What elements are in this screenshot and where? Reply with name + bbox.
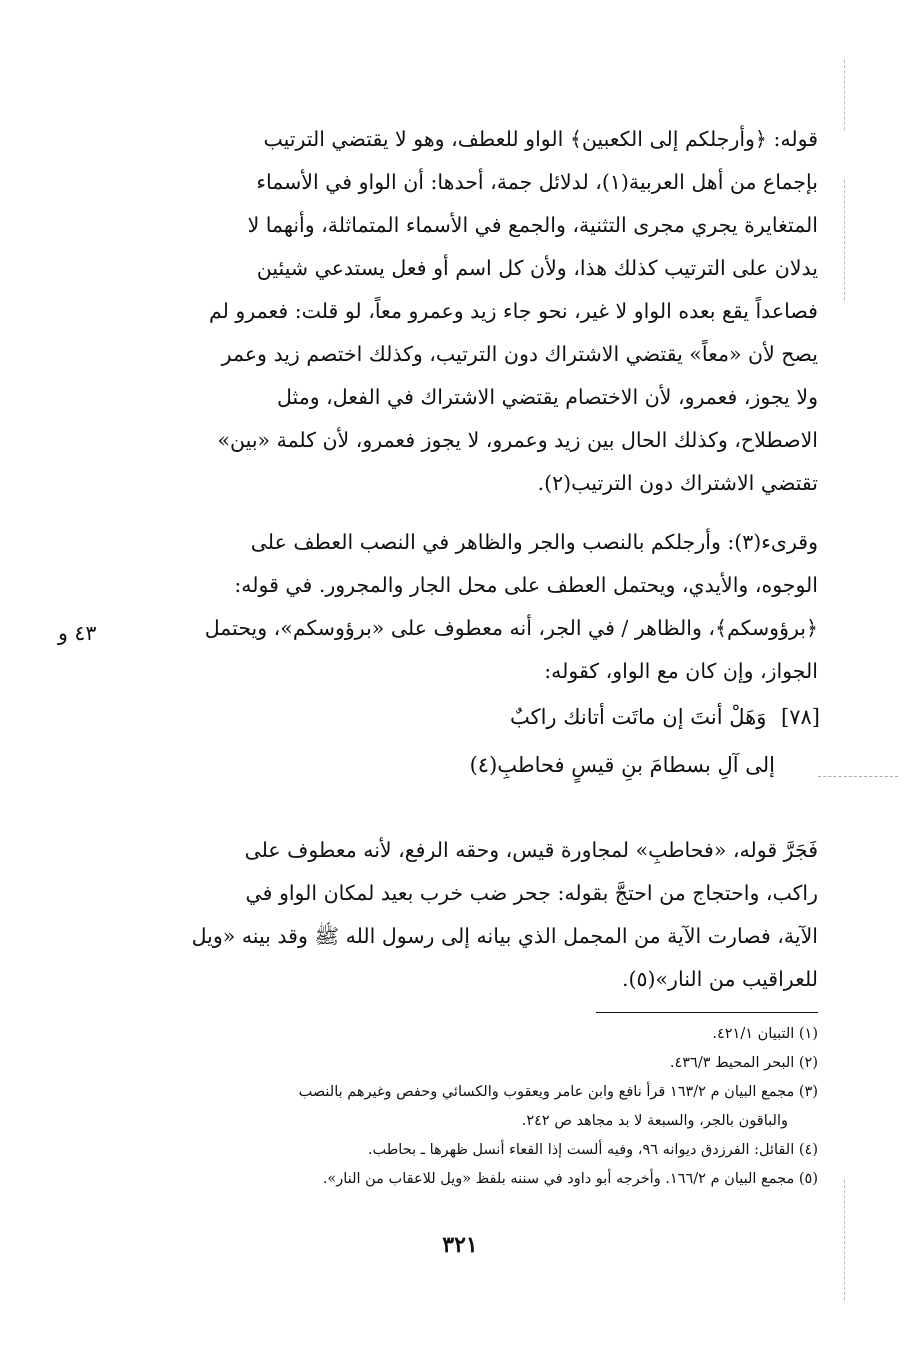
poem-line-2: إلى آلِ بسطامَ بنِ قيسٍ فحاطبِ(٤) bbox=[469, 753, 775, 777]
footnote-1: (١) التبيان ٤٢١/١. bbox=[712, 1026, 818, 1042]
text-line: الآية، فصارت الآية من المجمل الذي بيانه إلى رسول الله ﷺ وقد بينه «ويل bbox=[191, 924, 818, 948]
poem-verse-first-half: وَهَلْ أنتَ إن ماتَت أتانك راكبٌ bbox=[509, 705, 767, 729]
text-line: يدلان على الترتيب كذلك هذا، ولأن كل اسم أو فعل يستدعي شيئين bbox=[256, 256, 818, 280]
text-line: الوجوه، والأيدي، ويحتمل العطف على محل الجار والمجرور. في قوله: bbox=[234, 573, 818, 597]
footnote-3-continued: والباقون بالجر، والسبعة لا بد مجاهد ص ٢٤٢. bbox=[521, 1113, 788, 1129]
scan-artifact bbox=[844, 60, 845, 130]
text-line: يصح لأن «معاً» يقتضي الاشتراك دون الترتيب، وكذلك اختصم زيد وعمر bbox=[221, 342, 818, 366]
text-line: وقرىء(٣): وأرجلكم بالنصب والجر والظاهر في النصب العطف على bbox=[250, 530, 818, 554]
text-line: قوله: ﴿وأرجلكم إلى الكعبين﴾ الواو للعطف، وهو لا يقتضي الترتيب bbox=[263, 127, 818, 151]
paragraph-1 bbox=[118, 118, 818, 505]
text-line: الاصطلاح، وكذلك الحال بين زيد وعمرو، لا يجوز فعمرو، لأن كلمة «بين» bbox=[217, 428, 818, 452]
footnote-4: (٤) القائل: الفرزدق ديوانه ٩٦، وفيه ألست إذا القعاء أنسل ظهرها ـ بحاطب. bbox=[367, 1142, 818, 1158]
page-number: ٣٢١ bbox=[442, 1232, 478, 1258]
footnotes bbox=[118, 1020, 818, 1194]
scan-artifact bbox=[844, 1180, 845, 1300]
text-line: تقتضي الاشتراك دون الترتيب(٢). bbox=[537, 471, 818, 495]
text-line: المتغايرة يجري مجرى التثنية، والجمع في الأسماء المتماثلة، وأنهما لا bbox=[247, 213, 818, 237]
text-line: ولا يجوز، فعمرو، لأن الاختصام يقتضي الاشتراك في الفعل، ومثل bbox=[277, 385, 818, 409]
poem-number: [٧٨] bbox=[781, 705, 820, 729]
footnote-2: (٢) البحر المحيط ٤٣٦/٣. bbox=[669, 1055, 818, 1071]
text-line: للعراقيب من النار»(٥). bbox=[621, 967, 818, 991]
text-line: الجواز، وإن كان مع الواو، كقوله: bbox=[544, 659, 818, 683]
text-line: ﴿برؤوسكم﴾، والظاهر / في الجر، أنه معطوف على «برؤوسكم»، ويحتمل bbox=[204, 616, 818, 640]
poem-line-1 bbox=[320, 694, 820, 740]
paragraph-3 bbox=[118, 829, 818, 1001]
footnote-3: (٣) مجمع البيان م ١٦٣/٢ قرأ نافع وابن عامر ويعقوب والكسائي وحفص وغيرهم بالنصب bbox=[298, 1084, 818, 1100]
footnote-5: (٥) مجمع البيان م ١٦٦/٢. وأخرجه أبو داود في سننه بلفظ «ويل للاعقاب من النار». bbox=[322, 1171, 818, 1187]
text-line: فَجَرَّ قوله، «فحاطبِ» لمجاورة قيس، وحقه الرفع، لأنه معطوف على bbox=[244, 838, 818, 862]
text-line: راكب، واحتجاج من احتجَّ بقوله: جحر ضب خرب بعيد لمكان الواو في bbox=[245, 881, 818, 905]
scan-artifact bbox=[818, 776, 898, 777]
footnote-separator bbox=[596, 1012, 818, 1013]
paragraph-2 bbox=[118, 521, 818, 693]
text-line: بإجماع من أهل العربية(١)، لدلائل جمة، أحدها: أن الواو في الأسماء bbox=[256, 170, 818, 194]
text-line: فصاعداً يقع بعده الواو لا غير، نحو جاء زيد وعمرو معاً، لو قلت: فعمرو لم bbox=[209, 299, 818, 323]
scan-artifact bbox=[844, 180, 845, 300]
manuscript-folio-note: ٤٣ و bbox=[58, 621, 97, 645]
